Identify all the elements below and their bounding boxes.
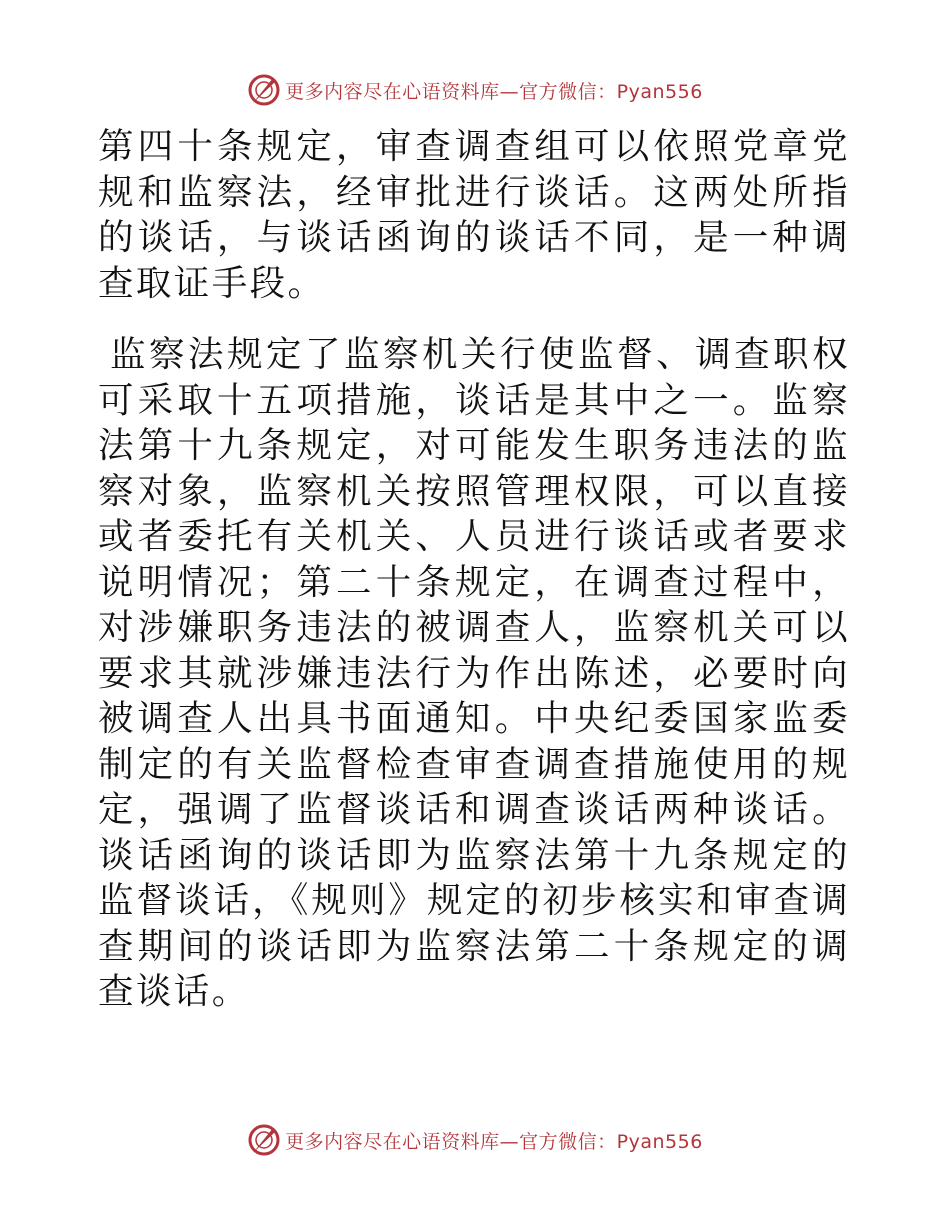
footer-banner bbox=[0, 1122, 950, 1158]
feather-pen-logo-icon bbox=[247, 73, 281, 107]
document-body bbox=[98, 124, 850, 1015]
paragraph: 第四十条规定，审查调查组可以依照党章党规和监察法，经审批进行谈话。这两处所指的谈话，与谈话函询的谈话不同，是一种调查取证手段。 bbox=[98, 126, 850, 304]
footer-banner-text: 更多内容尽在心语资料库—官方微信：Pyan556 bbox=[285, 1130, 703, 1153]
header-banner-text: 更多内容尽在心语资料库—官方微信：Pyan556 bbox=[285, 80, 703, 103]
header-banner bbox=[0, 72, 950, 108]
feather-pen-logo-icon bbox=[247, 1123, 281, 1157]
paragraph: 监察法规定了监察机关行使监督、调查职权可采取十五项措施，谈话是其中之一。监察法第十九条规定，对可能发生职务违法的监察对象，监察机关按照管理权限，可以直接或者委托有关机关、人员进行谈话或者要求说明情况；第二十条规定，在调查过程中，对涉嫌职务违法的被调查人，监察机关可以要求其就涉嫌违法行为作出陈述，必要时向被调查人出具书面通知。中央纪委国家监委制定的有关监督检查审查调查措施使用的规定，强调了监督谈话和调查谈话两种谈话。谈话函询的谈话即为监察法第十九条规定的监督谈话，《规则》规定的初步核实和审查调查期间的谈话即为监察法第二十条规定的调查谈话。 bbox=[98, 334, 850, 1012]
